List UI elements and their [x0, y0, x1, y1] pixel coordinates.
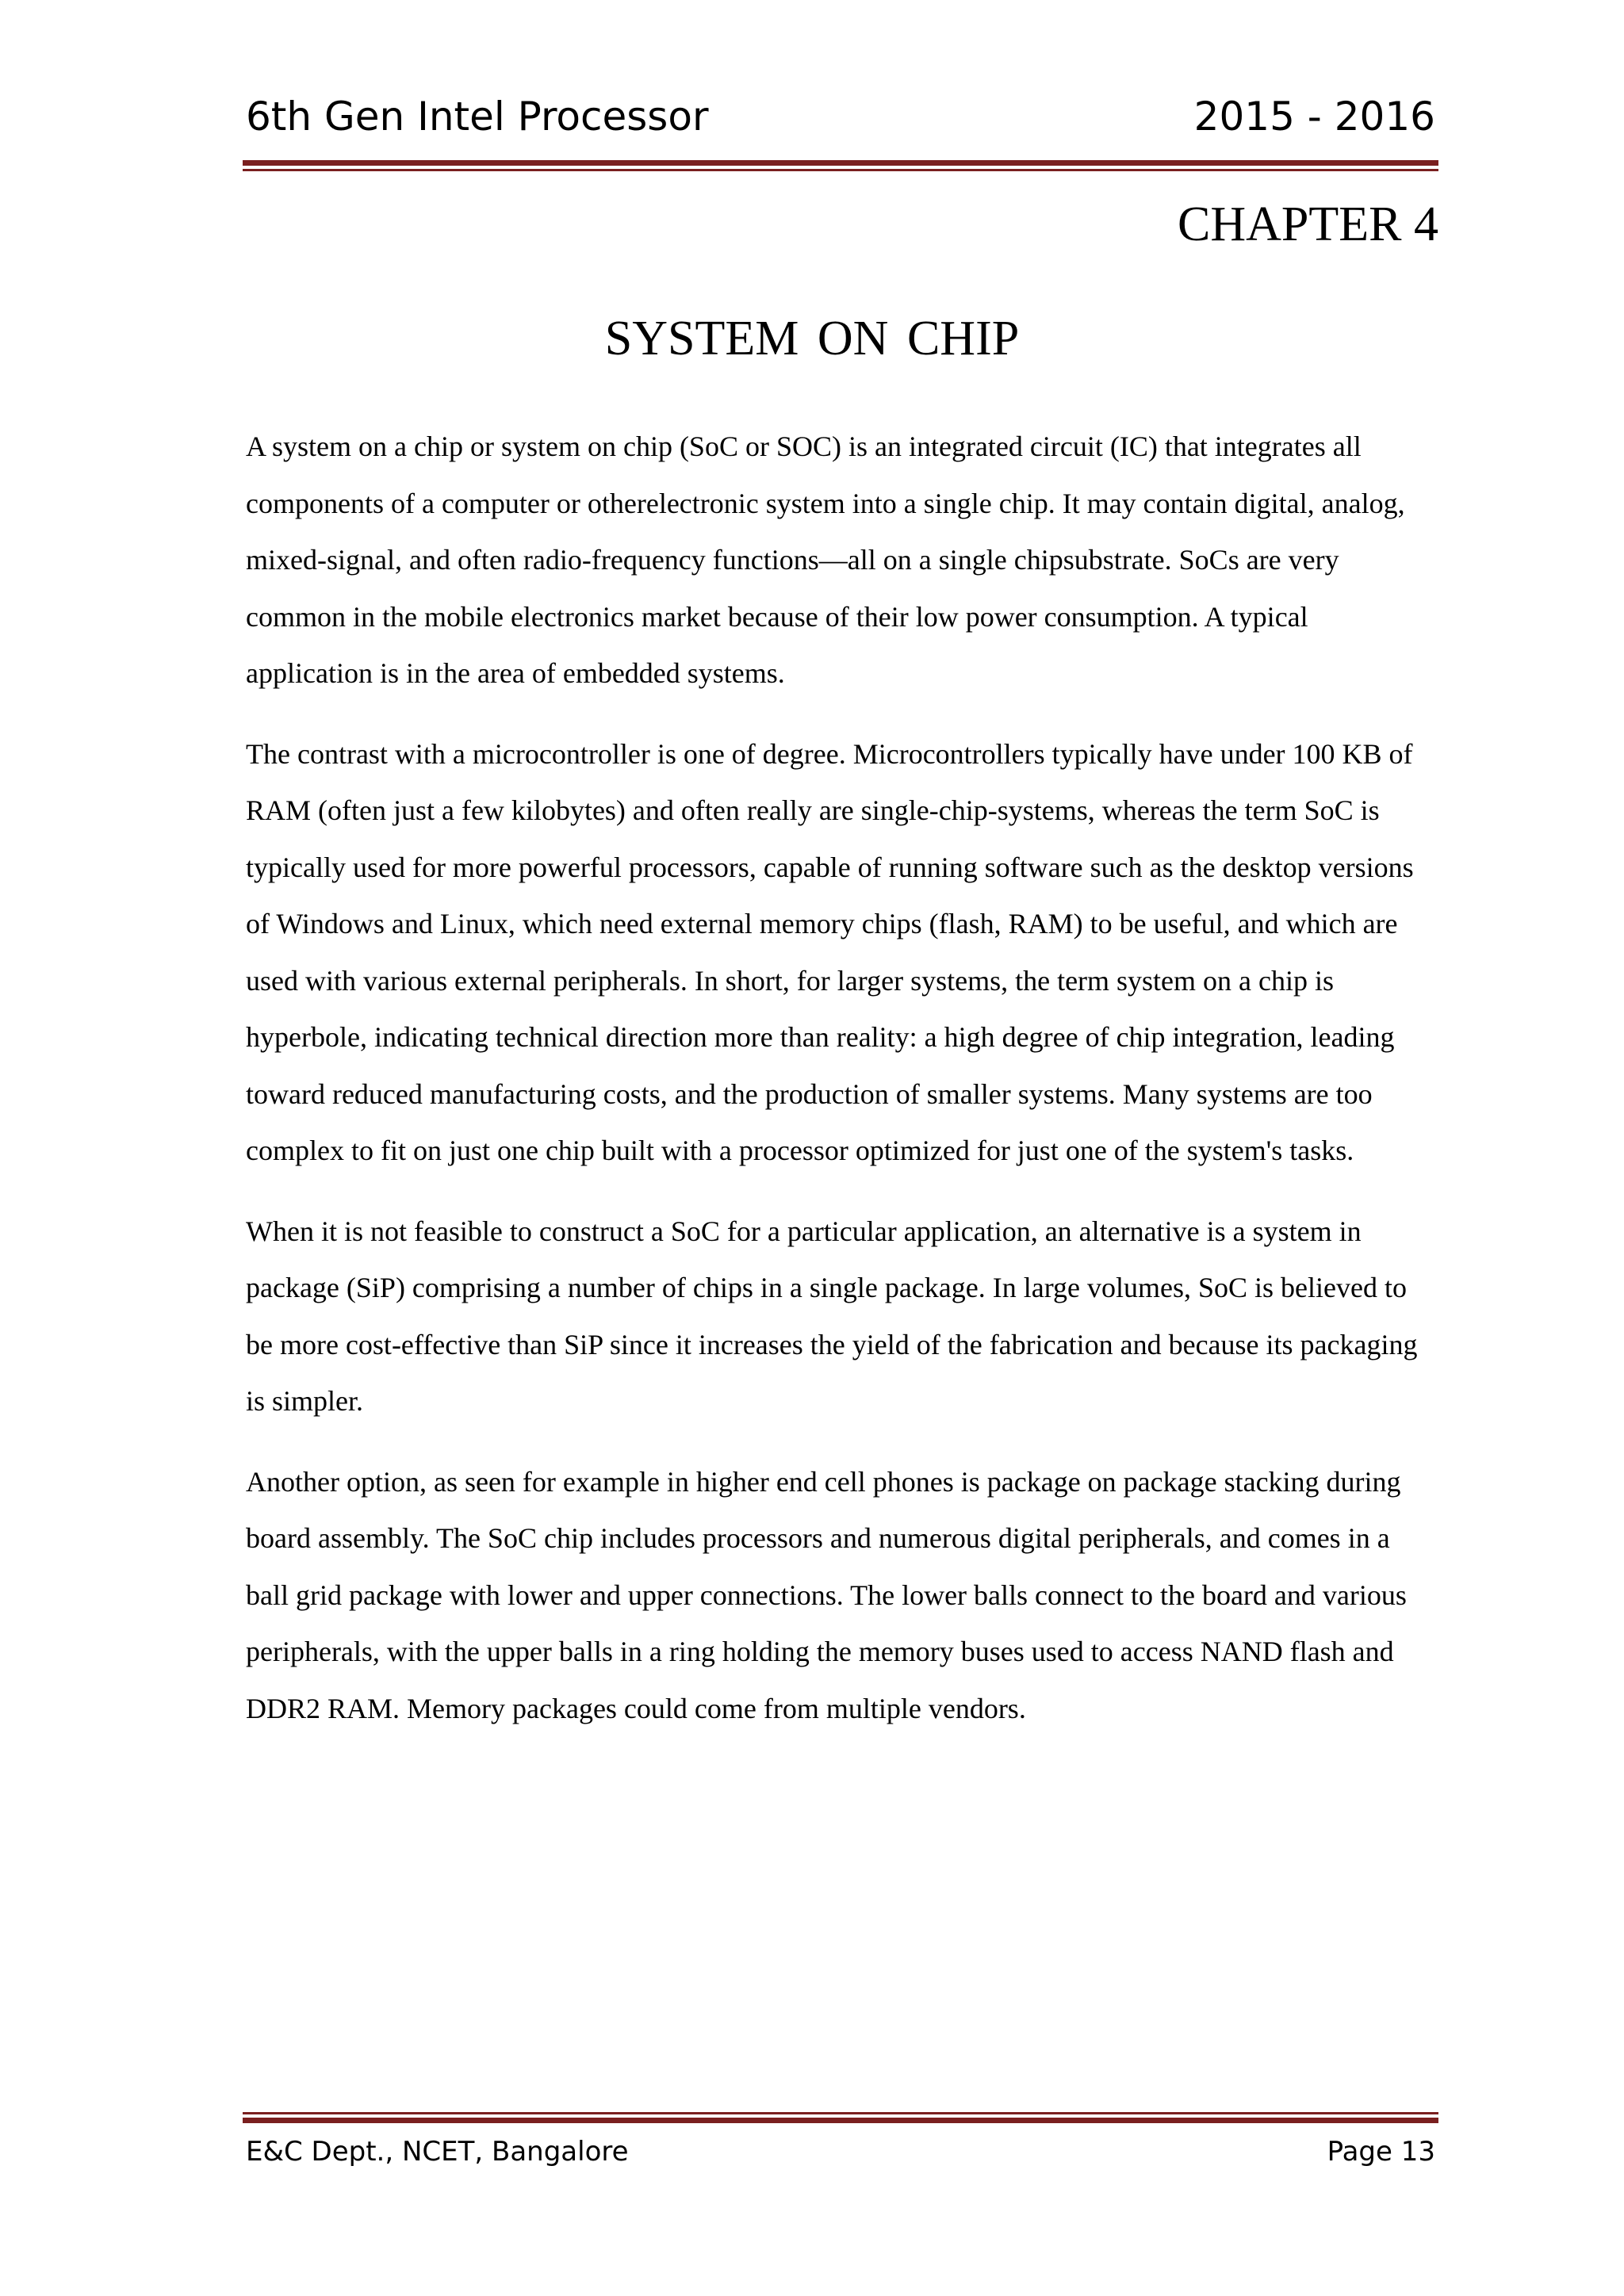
footer-rule-thick	[243, 2118, 1438, 2123]
header-year: 2015 - 2016	[1193, 94, 1435, 140]
chapter-title: SYSTEM ON CHIP	[604, 312, 1020, 365]
footer-page-number: Page 13	[1327, 2136, 1435, 2168]
header-rule-thin	[243, 169, 1438, 171]
paragraph: A system on a chip or system on chip (SoC or SOC) is an integrated circuit (IC) that integrates all components of a computer or otherelectronic system into a single chip. It may contain digital, analog, mixed-signal, and often radio-frequency functions—all on a single chipsubstrate. SoCs are very common in the mobile electronics market because of their low power consumption. A typical application is in the area of embedded systems.	[246, 430, 1405, 689]
footer-department: E&C Dept., NCET, Bangalore	[246, 2136, 629, 2168]
chapter-label: CHAPTER 4	[1178, 197, 1438, 251]
body-text	[246, 419, 1435, 1761]
header-rule-thick	[243, 160, 1438, 166]
page-header	[246, 94, 1435, 157]
paragraph: Another option, as seen for example in higher end cell phones is package on package stacking during board assembly. The SoC chip includes processors and numerous digital peripherals, and comes in a ball grid package with lower and upper connections. The lower balls connect to the board and various peripherals, with the upper balls in a ring holding the memory buses used to access NAND flash and DDR2 RAM. Memory packages could come from multiple vendors.	[246, 1465, 1407, 1724]
paragraph: When it is not feasible to construct a SoC for a particular application, an alternative is a system in package (SiP) comprising a number of chips in a single package. In large volumes, SoC is believed to be more cost-effective than SiP since it increases the yield of the fabrication and because its packaging is simpler.	[246, 1215, 1418, 1417]
paragraph: The contrast with a microcontroller is one of degree. Microcontrollers typically have under 100 KB of RAM (often just a few kilobytes) and often really are single-chip-systems, whereas the term SoC is typically used for more powerful processors, capable of running software such as the desktop versions of Windows and Linux, which need external memory chips (flash, RAM) to be useful, and which are used with various external peripherals. In short, for larger systems, the term system on a chip is hyperbole, indicating technical direction more than reality: a high degree of chip integration, leading toward reduced manufacturing costs, and the production of smaller systems. Many systems are too complex to fit on just one chip built with a processor optimized for just one of the system's tasks.	[246, 737, 1414, 1166]
footer-rule-thin	[243, 2112, 1438, 2114]
header-title: 6th Gen Intel Processor	[246, 94, 709, 140]
